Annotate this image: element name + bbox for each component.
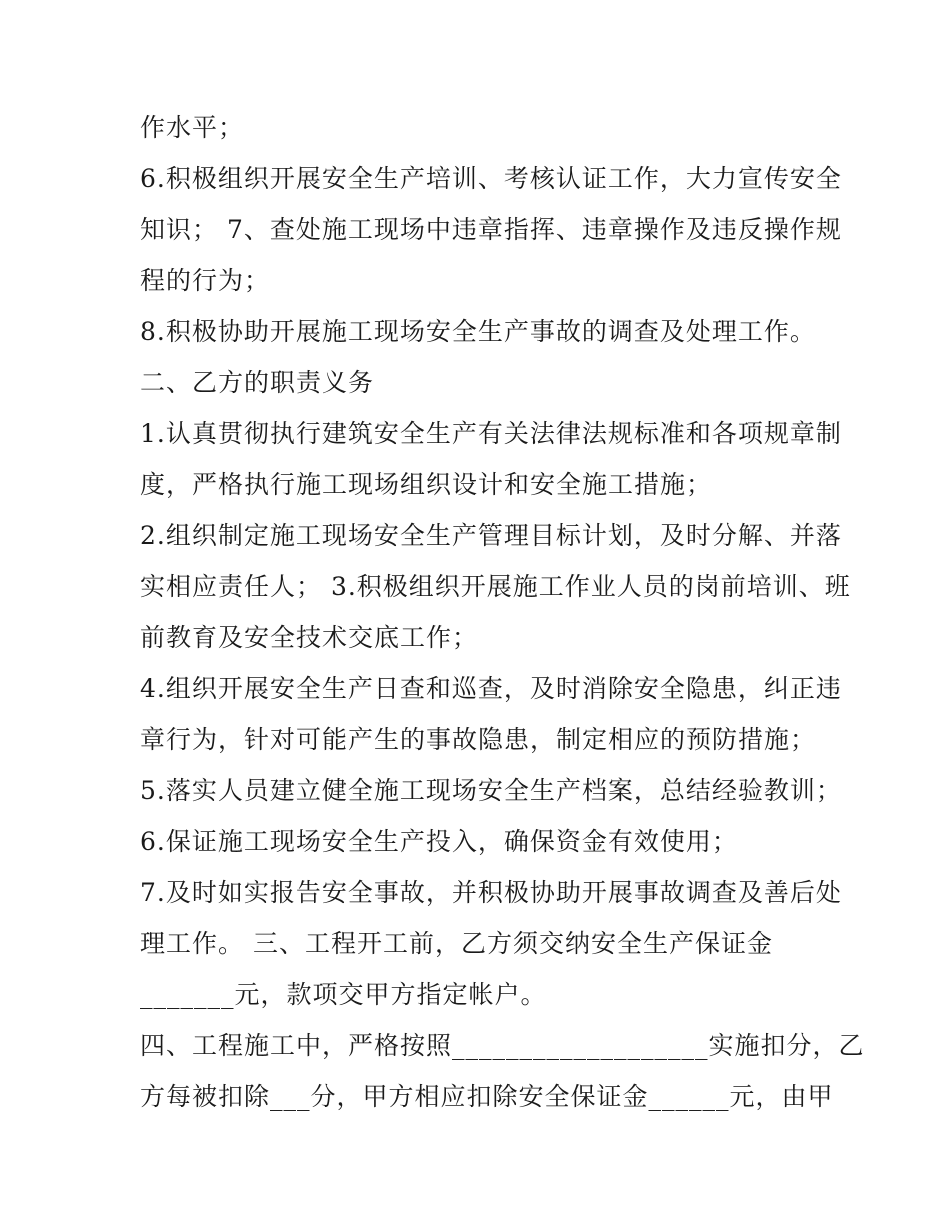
text-line: 5.落实人员建立健全施工现场安全生产档案，总结经验教训；	[140, 776, 842, 805]
text-line: 7.及时如实报告安全事故，并积极协助开展事故调查及善后处	[140, 878, 842, 907]
text-line: 8.积极协助开展施工现场安全生产事故的调查及处理工作。	[140, 317, 816, 346]
text-line: 章行为，针对可能产生的事故隐患，制定相应的预防措施；	[140, 725, 817, 754]
text-line: 2.组织制定施工现场安全生产管理目标计划，及时分解、并落	[140, 521, 842, 550]
text-line: 度，严格执行施工现场组织设计和安全施工措施；	[140, 470, 713, 499]
text-line: 4.组织开展安全生产日查和巡查，及时消除安全隐患，纠正违	[140, 674, 842, 703]
text-line: 前教育及安全技术交底工作；	[140, 623, 479, 652]
section-heading: 二、乙方的职责义务	[140, 368, 375, 397]
text-line: 方每被扣除___分，甲方相应扣除安全保证金______元，由甲	[140, 1082, 834, 1111]
text-line: 作水平；	[140, 113, 245, 142]
text-line: 四、工程施工中，严格按照___________________实施扣分，乙	[140, 1031, 865, 1060]
text-line: 1.认真贯彻执行建筑安全生产有关法律法规标准和各项规章制	[140, 419, 842, 448]
text-line: 实相应责任人； 3.积极组织开展施工作业人员的岗前培训、班	[140, 572, 851, 601]
text-line: 理工作。 三、工程开工前，乙方须交纳安全生产保证金	[140, 929, 773, 958]
document-body	[140, 102, 865, 1122]
text-line: 6.保证施工现场安全生产投入，确保资金有效使用；	[140, 827, 738, 856]
text-line: 知识； 7、查处施工现场中违章指挥、违章操作及违反操作规	[140, 215, 842, 244]
text-line: _______元，款项交甲方指定帐户。	[140, 980, 547, 1009]
text-line: 6.积极组织开展安全生产培训、考核认证工作，大力宣传安全	[140, 164, 842, 193]
text-line: 程的行为；	[140, 266, 271, 295]
